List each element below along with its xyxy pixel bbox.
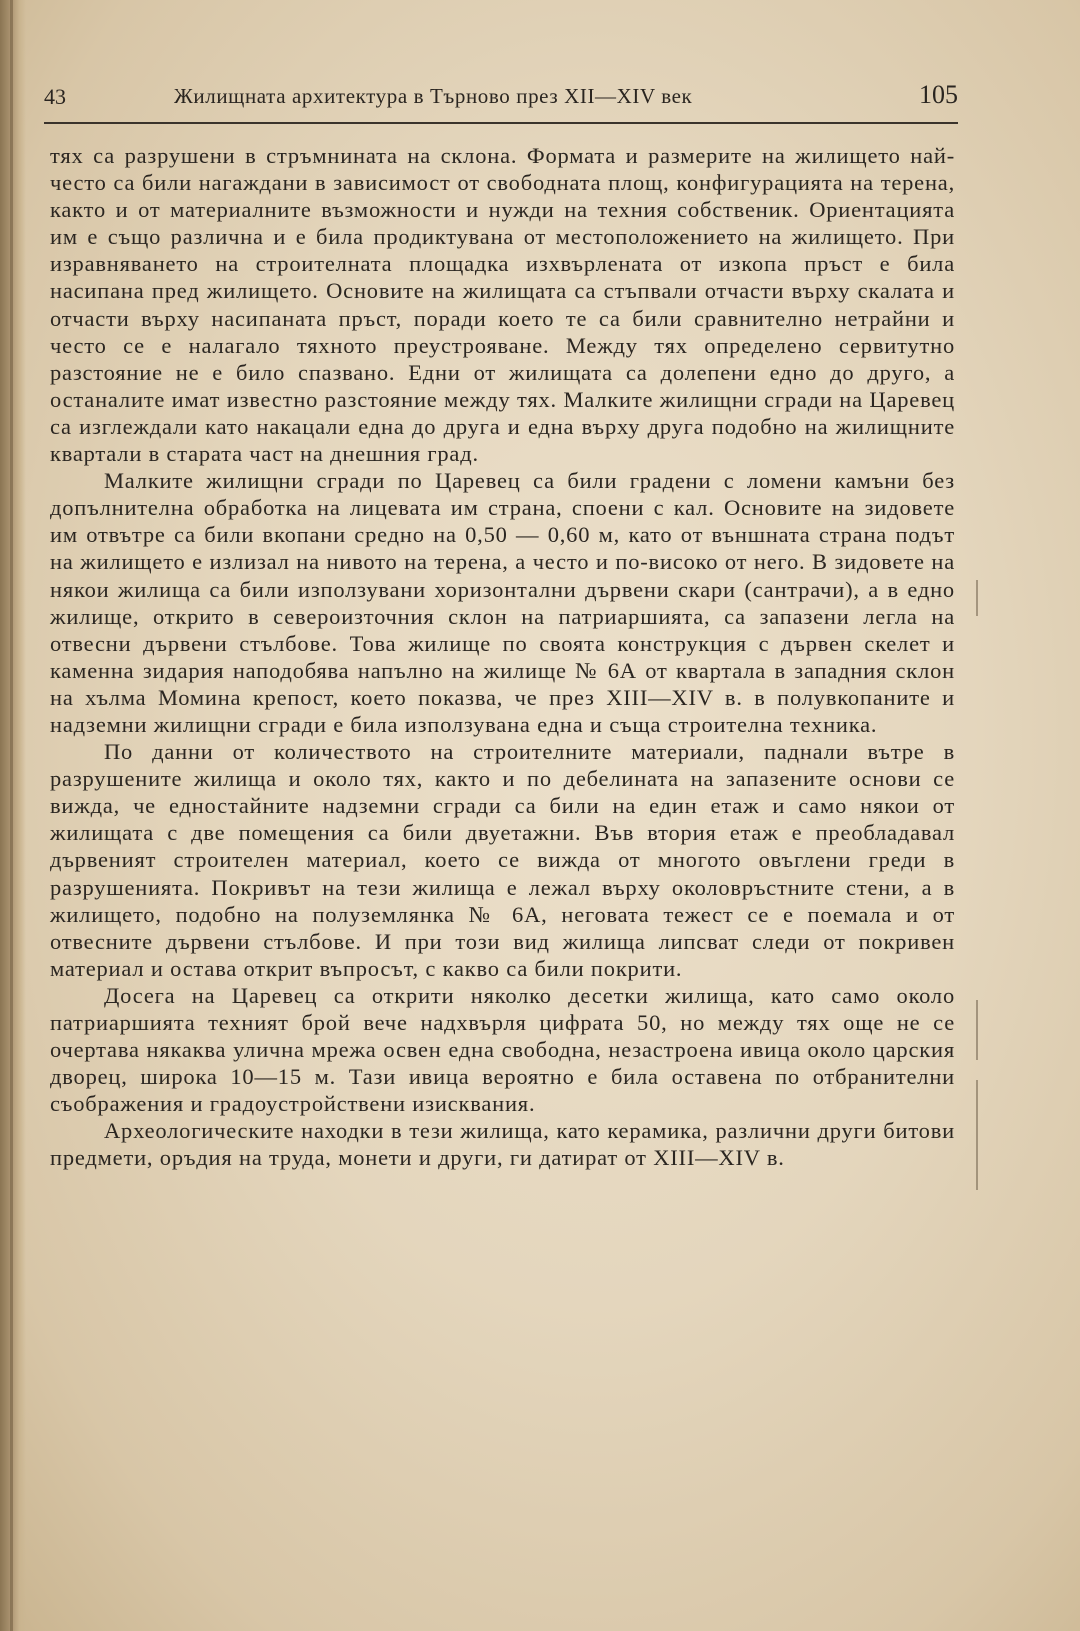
margin-marks: [970, 580, 990, 1220]
page-header: [44, 78, 958, 112]
paragraph-1: тях са разрушени в стръмнината на склона. Формата и размерите на жилището най-често са били нагаждани в зависимост от свободната площ, конфигурацията на терена, както и от материалните възможности и нужди на техния собственик. Ориентацията им е също различна и е била продиктувана от местоположението на жилището. При изравняването на строителната площадка изхвърлената от изкопа пръст е била насипана пред жилището. Основите на жилищата са стъпвали отчасти върху скалата и отчасти върху насипаната пръст, поради което те са били сравнително нетрайни и често се е налагало тяхното преустрояване. Между тях определено сервитутно разстояние не е било спазвано. Едни от жилищата са долепени едно до друго, а останалите имат известно разстояние между тях. Малките жилищни сгради на Царевец са изглеждали като накацали една до друга и една върху друга подобно на жилищните квартали в старата част на днешния град.: [50, 143, 955, 467]
running-title: Жилищната архитектура в Търново през XII—XIV век: [174, 84, 693, 108]
header-rule: [44, 122, 958, 124]
margin-mark: [976, 580, 978, 616]
paragraph-4: Досега на Царевец са открити няколко десетки жилища, като само около патриаршията техният брой вече надхвърля цифрата 50, но между тях още не се очертава някаква улична мрежа освен една свободна, незастроена ивица около царския дворец, широка 10—15 м. Тази ивица вероятно е била оставена по отбранителни съображения и градоустройствени изисквания.: [50, 982, 955, 1117]
paragraph-2: Малките жилищни сгради по Царевец са били градени с ломени камъни без допълнителна обработка на лицевата им страна, споени с кал. Основите на зидовете им отвътре са били вкопани средно на 0,50 — 0,60 м, като от външната страна подът на жилището е излизал на нивото на терена, а често и по-високо от него. В зидовете на някои жилища са били използувани хоризонтални дървени скари (сантрачи), а в едно жилище, открито в североизточния склон на патриаршията, са запазени легла на отвесни дървени стълбове. Това жилище по своята конструкция с дървен скелет и каменна зидария наподобява напълно на жилище № 6А от квартала в западния склон на хълма Момина крепост, което показва, че през XIII—XIV в. в полувкопаните и надземни жилищни сгради е била използувана една и съща строителна техника.: [50, 468, 955, 737]
margin-mark: [976, 1080, 978, 1190]
paragraph-3: По данни от количеството на строителните материали, паднали вътре в разрушените жилища и около тях, както и по дебелината на запазените основи се вижда, че едностайните надземни сгради са били на един етаж и само някои от жилищата с две помещения са били двуетажни. Във втория етаж е преобладавал дървеният строителен материал, което се вижда от многото овъглени греди в разрушенията. Покривът на тези жилища е лежал върху околовръстните стени, а в жилището, подобно на полуземлянка № 6А, неговата тежест се е поемала и от отвесните дървени стълбове. И при този вид жилища липсват следи от покривен материал и остава открит въпросът, с какво са били покрити.: [50, 739, 955, 981]
body-text: [50, 142, 955, 1172]
margin-mark: [976, 1000, 978, 1060]
spine-shadow: [0, 0, 26, 1631]
paragraph-5: Археологическите находки в тези жилища, като керамика, различни други битови предмети, оръдия на труда, монети и други, ги датират от XIII—XIV в.: [50, 1118, 955, 1171]
right-page-number: 105: [919, 80, 958, 109]
spine-edge: [10, 0, 13, 1631]
left-page-number: 43: [44, 84, 66, 109]
